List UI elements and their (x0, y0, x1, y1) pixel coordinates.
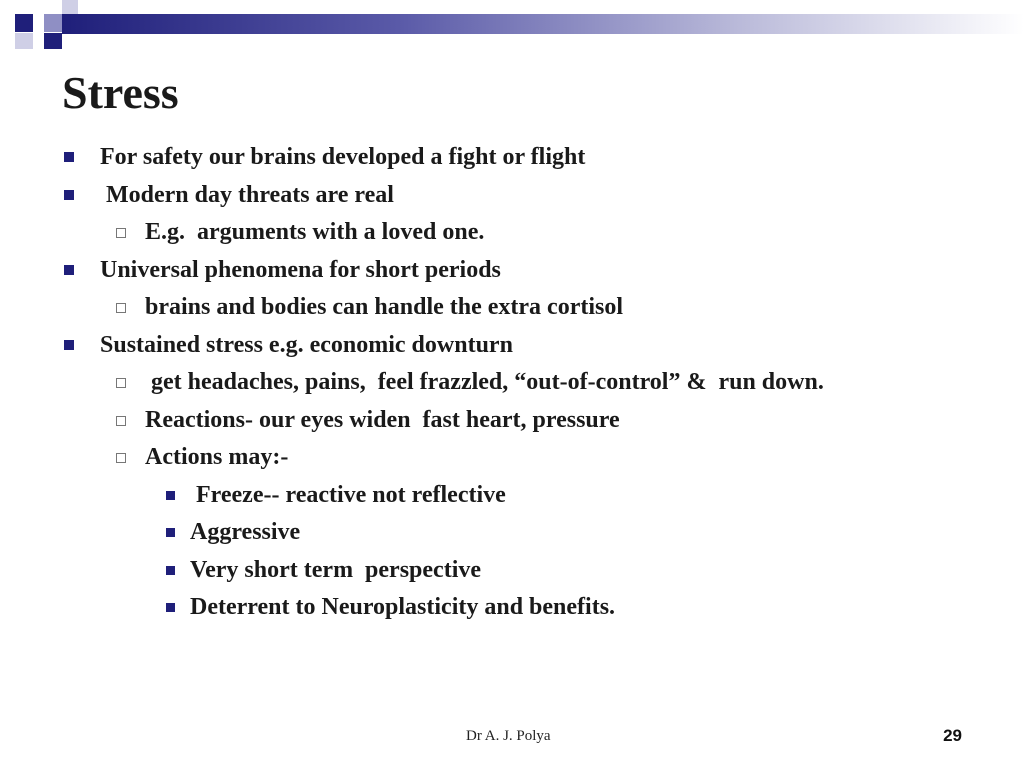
bullet-text: Actions may:- (145, 444, 289, 470)
square-bullet-icon (64, 265, 74, 275)
decor-square (15, 33, 33, 49)
list-item (62, 553, 982, 591)
list-item (62, 440, 982, 478)
square-bullet-icon (166, 566, 175, 575)
list-item (62, 403, 982, 441)
list-item (62, 253, 982, 291)
list-item (62, 178, 982, 216)
hollow-square-bullet-icon (116, 378, 126, 388)
list-item (62, 365, 982, 403)
list-item (62, 290, 982, 328)
bullet-text: Aggressive (190, 519, 301, 545)
slide-title: Stress (62, 67, 179, 118)
bullet-text: For safety our brains developed a fight or flight (100, 144, 586, 170)
hollow-square-bullet-icon (116, 303, 126, 313)
square-bullet-icon (166, 603, 175, 612)
hollow-square-bullet-icon (116, 453, 126, 463)
square-bullet-icon (64, 152, 74, 162)
hollow-square-bullet-icon (116, 416, 126, 426)
list-item (62, 328, 982, 366)
decor-square (15, 14, 33, 32)
square-bullet-icon (166, 491, 175, 500)
square-bullet-icon (64, 190, 74, 200)
bullet-text: Modern day threats are real (100, 181, 394, 208)
bullet-text: brains and bodies can handle the extra cortisol (145, 294, 624, 320)
list-item (62, 478, 982, 516)
header-gradient-bar (62, 14, 1024, 34)
square-bullet-icon (166, 528, 175, 537)
bullet-text: Freeze-- reactive not reflective (190, 481, 506, 508)
list-item (62, 140, 982, 178)
hollow-square-bullet-icon (116, 228, 126, 238)
bullet-text: Reactions- our eyes widen fast heart, pressure (145, 406, 620, 433)
square-bullet-icon (64, 340, 74, 350)
bullet-list (62, 140, 982, 628)
decor-square (44, 14, 62, 32)
bullet-text: Universal phenomena for short periods (100, 256, 501, 283)
list-item (62, 590, 982, 628)
bullet-text: Very short term perspective (190, 556, 482, 583)
bullet-text: Deterrent to Neuroplasticity and benefits. (190, 594, 616, 620)
bullet-text: get headaches, pains, feel frazzled, “out-of-control” & run down. (145, 369, 824, 395)
page-number: 29 (943, 726, 962, 745)
list-item (62, 515, 982, 553)
list-item (62, 215, 982, 253)
decor-square (62, 0, 78, 14)
footer-author: Dr A. J. Polya (466, 728, 551, 744)
bullet-text: E.g. arguments with a loved one. (145, 219, 485, 245)
bullet-text: Sustained stress e.g. economic downturn (100, 331, 513, 358)
decor-square (44, 33, 62, 49)
